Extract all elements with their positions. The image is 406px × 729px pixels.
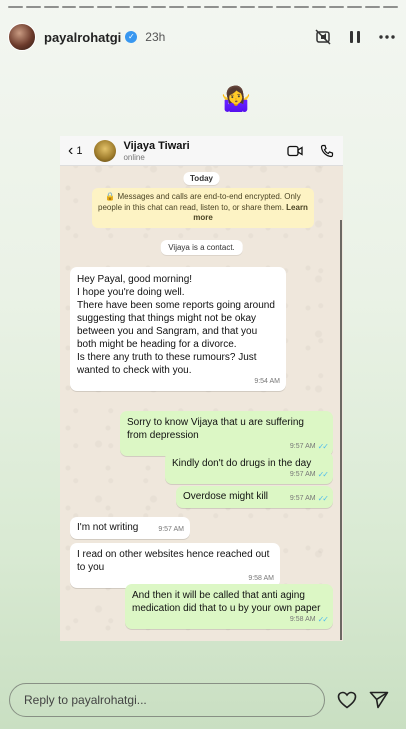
progress-segment [383,6,398,8]
contact-avatar [94,140,116,162]
date-separator: Today [183,172,220,185]
message-time: 9:57 AM [289,443,316,450]
story-progress [8,6,398,9]
progress-segment [79,6,94,8]
story-header [8,22,396,52]
progress-segment [169,6,184,8]
progress-segment [62,6,77,8]
message-text: And then it will be called that anti aging medication did that to u by your own paper [132,590,321,614]
chat-header [60,136,343,166]
progress-segment [276,6,291,8]
whatsapp-chat-screenshot [60,136,343,641]
more-horizontal-icon[interactable] [378,28,396,46]
message-text: Hey Payal, good morning! I hope you're doing well. There have been some reports going around suggesting that things might not be okay between you and Sangram, and that you both might be heading for a divorce. Is there any truth to these rumours? Just wanted to check with you. [77,274,275,376]
message-time: 9:54 AM [254,378,280,385]
progress-segment [133,6,148,8]
read-receipt-icon: ✓✓ [317,494,327,503]
shrug-emoji-sticker: 🤷‍♀️ [221,86,251,113]
message-text: I'm not writing [77,522,139,533]
message-time: 9:58 AM [289,616,316,623]
verified-badge-icon: ✓ [125,31,137,43]
chat-header-actions [287,143,335,159]
send-icon[interactable] [368,689,390,711]
read-receipt-icon: ✓✓ [317,470,327,479]
message-bubble-outgoing [120,411,333,456]
message-bubble-incoming [70,543,280,588]
message-bubble-outgoing [165,452,333,484]
progress-segment [187,6,202,8]
message-text: I read on other websites hence reached out to you [77,549,273,573]
story-reply-input[interactable] [9,683,325,717]
message-text: Kindly don't do drugs in the day [172,458,312,469]
progress-segment [294,6,309,8]
reply-placeholder: Reply to payalrohatgi... [24,693,147,707]
progress-segment [258,6,273,8]
phone-icon [319,143,335,159]
contact-note: Vijaya is a contact. [160,240,243,255]
progress-segment [115,6,130,8]
message-time: 9:57 AM [289,495,316,502]
story-controls [314,28,396,46]
story-time-ago: 23h [145,30,166,44]
heart-icon[interactable] [336,689,358,711]
learn-more-link: Learn more [193,202,308,222]
progress-segment [222,6,237,8]
story-username[interactable]: payalrohatgi [44,29,122,45]
message-bubble-incoming [70,517,190,539]
progress-segment [26,6,41,8]
pause-icon[interactable] [346,28,364,46]
progress-segment [240,6,255,8]
message-text: Sorry to know Vijaya that u are suffering from depression [127,417,307,441]
contact-name: Vijaya Tiwari [123,139,190,152]
message-time: 9:57 AM [289,471,316,478]
message-time: 9:57 AM [158,526,184,533]
contact-status: online [123,152,145,162]
progress-segment [204,6,219,8]
message-text: Overdose might kill [183,491,269,502]
progress-segment [151,6,166,8]
profile-avatar[interactable] [8,23,36,51]
progress-segment [8,6,23,8]
back-unread-count: 1 [76,144,83,157]
progress-segment [44,6,59,8]
progress-segment [329,6,344,8]
message-bubble-incoming [70,267,286,391]
message-bubble-outgoing [176,486,333,508]
read-receipt-icon: ✓✓ [317,615,327,624]
progress-segment [365,6,380,8]
chevron-left-icon: ‹ [68,141,74,159]
video-camera-icon [287,143,303,159]
chat-scrollbar [340,220,342,640]
encryption-notice [92,188,314,228]
encryption-text: Messages and calls are end-to-end encrypted. Only people in this chat can read, listen to, or share them. [98,192,301,212]
read-receipt-icon: ✓✓ [317,442,327,451]
progress-segment [347,6,362,8]
lock-icon: 🔒 [105,192,116,201]
progress-segment [97,6,112,8]
progress-segment [312,6,327,8]
contact-info [123,140,189,162]
message-bubble-outgoing [125,584,333,629]
speaker-muted-icon[interactable] [314,28,332,46]
message-time: 9:58 AM [248,575,274,582]
